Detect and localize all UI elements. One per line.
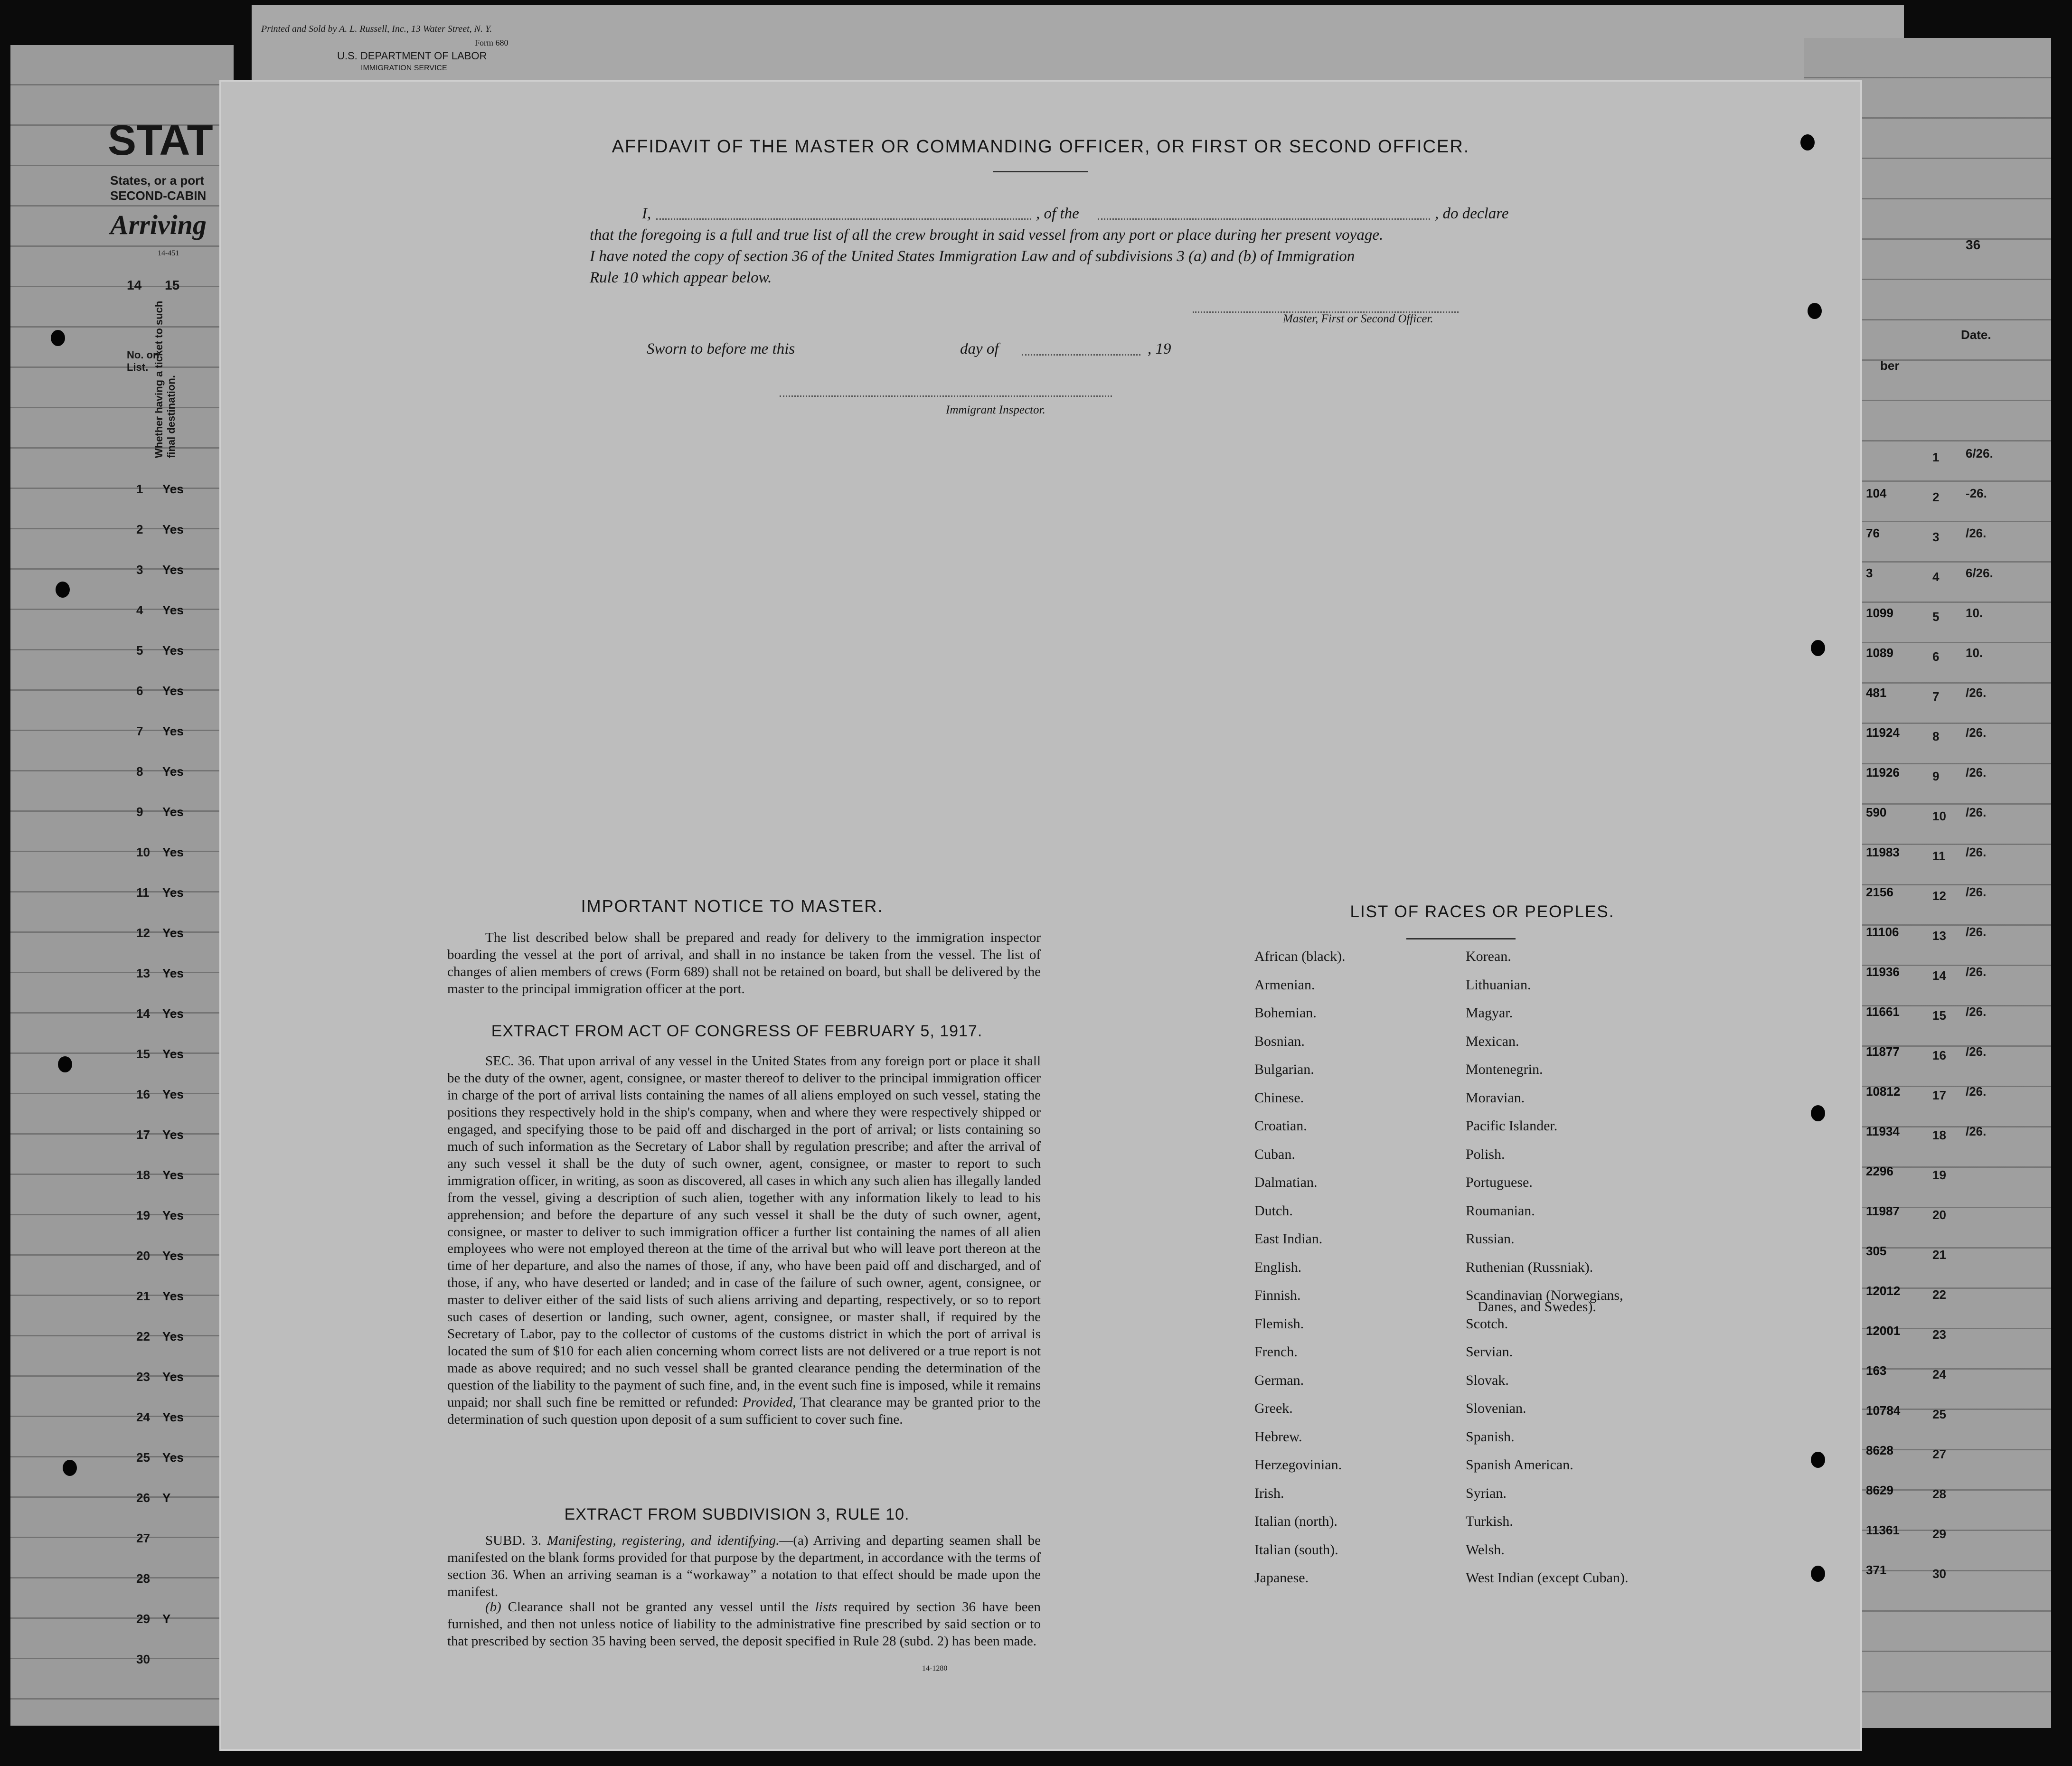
left-row-ticket-value: Yes [162, 1450, 184, 1465]
left-row-number: 12 [136, 926, 150, 940]
left-sheet-sub2: SECOND-CABIN [110, 188, 207, 203]
right-row-index: 12 [1932, 889, 1946, 903]
para-b-lists: lists [815, 1599, 838, 1615]
race-scandinavian-continued: Danes, and Swedes). [1478, 1299, 1596, 1315]
race-left-item: English. [1254, 1259, 1302, 1275]
right-row-date: 10. [1966, 606, 1983, 620]
right-row-number-value: 11936 [1866, 965, 1900, 979]
affidavit-title: AFFIDAVIT OF THE MASTER OR COMMANDING OFFICER, OR FIRST OR SECOND OFFICER. [612, 137, 1470, 157]
right-row-number-value: 3 [1866, 566, 1873, 580]
race-right-item: Syrian. [1466, 1485, 1507, 1501]
left-row-number: 26 [136, 1491, 150, 1505]
race-left-item: French. [1254, 1344, 1298, 1360]
right-row-index: 6 [1932, 649, 1940, 664]
sec-label: SEC. 36. [485, 1053, 536, 1069]
left-row-ticket-value: Yes [162, 1127, 184, 1142]
day-blank[interactable] [1022, 354, 1140, 356]
right-row-number-value: 11926 [1866, 765, 1900, 780]
right-row-number-value: 11934 [1866, 1124, 1900, 1138]
race-right-item: Scandinavian (Norwegians, [1466, 1287, 1623, 1303]
left-row-number: 2 [136, 522, 143, 536]
left-row-number: 13 [136, 966, 150, 980]
race-right-item: Pacific Islander. [1466, 1118, 1558, 1134]
inspector-label: Immigrant Inspector. [946, 404, 1045, 416]
left-row-number: 25 [136, 1450, 150, 1465]
date-header: Date. [1961, 328, 1991, 342]
left-row-number: 3 [136, 563, 143, 577]
race-left-item: Chinese. [1254, 1090, 1304, 1106]
affidavit-line4: Rule 10 which appear below. [590, 269, 772, 286]
right-row-number-value: 11987 [1866, 1204, 1900, 1218]
underlying-manifest-left [10, 45, 234, 1726]
right-row-date: /26. [1966, 885, 1987, 899]
race-left-item: Italian (south). [1254, 1541, 1338, 1558]
printer-line: Printed and Sold by A. L. Russell, Inc., 13 Water Street, N. Y. [261, 24, 492, 34]
race-right-item: Mexican. [1466, 1033, 1519, 1049]
year-label: , 19 [1148, 340, 1171, 357]
left-row-number: 16 [136, 1087, 150, 1101]
right-row-index: 19 [1932, 1168, 1946, 1182]
race-right-item: Roumanian. [1466, 1202, 1535, 1219]
left-row-ticket-value: Yes [162, 1289, 184, 1303]
right-row-index: 10 [1932, 809, 1946, 823]
subd-para-b [447, 1599, 1041, 1650]
right-row-date: /26. [1966, 925, 1987, 939]
sworn-label: Sworn to before me this [647, 340, 795, 357]
race-right-item: Ruthenian (Russniak). [1466, 1259, 1593, 1275]
left-sheet-sub1: States, or a port [110, 173, 204, 188]
race-right-item: Portuguese. [1466, 1174, 1533, 1190]
left-sheet-title: STAT [108, 117, 213, 164]
left-row-number: 15 [136, 1047, 150, 1061]
left-row-ticket-value: Yes [162, 845, 184, 859]
right-row-date: /26. [1966, 526, 1987, 540]
right-row-index: 15 [1932, 1008, 1946, 1023]
right-row-number-value: 2156 [1866, 885, 1893, 899]
race-right-item: Magyar. [1466, 1005, 1513, 1021]
right-row-number-value: 11877 [1866, 1044, 1900, 1059]
extract-rule-title: EXTRACT FROM SUBDIVISION 3, RULE 10. [564, 1505, 910, 1523]
right-row-number-value: 1099 [1866, 606, 1893, 620]
right-row-index: 24 [1932, 1367, 1946, 1381]
vessel-blank[interactable] [1098, 218, 1430, 220]
race-left-item: Herzegovinian. [1254, 1457, 1342, 1473]
left-row-number: 6 [136, 684, 143, 698]
left-row-ticket-value: Yes [162, 1249, 184, 1263]
left-row-ticket-value: Yes [162, 1006, 184, 1021]
right-row-index: 20 [1932, 1208, 1946, 1222]
affidavit-i: I, [642, 205, 651, 222]
affidavit-do-declare: , do declare [1435, 205, 1509, 222]
left-row-number: 23 [136, 1370, 150, 1384]
left-row-number: 11 [136, 885, 150, 900]
right-row-date: 6/26. [1966, 566, 1993, 580]
right-row-number-value: 481 [1866, 686, 1887, 700]
left-row-ticket-value: Yes [162, 522, 184, 536]
right-row-index: 27 [1932, 1447, 1946, 1461]
sec-text: That upon arrival of any vessel in the United States from any foreign port or place it shall be the duty of the owner, agent, consignee, or master thereof to deliver to the principal immigration officer in charge of the port of arrival lists containing the names of all aliens employed on such vessel, stating the positions they respectively hold in the ship's company, when and where they were respectively shipped or engaged, and specifying those to be paid off and discharged in the port of arrival; or lists containing so much of such information as the Secretary of Labor shall by regulation prescribe; and after the arrival of any such vessel it shall be the duty of such owner, agent, consignee, or master to report to such immigration officer, in writing, as soon as discovered, all cases in which any such alien has illegally landed from the vessel, giving a description of such alien, together with any information likely to lead to his apprehension; and before the departure of any such vessel it shall be the duty of such owner, agent, consignee, or master to deliver to such immigration officer a further list containing the names of all alien employees who were not employed thereon at the time of the arrival but who will leave port thereon at the time of her departure, and also the names of those, if any, who have been paid off and discharged, and of those, if any, who have deserted or landed; and in case of the failure of such owner, agent, consignee, or master to deliver either of the said lists of such aliens arriving and departing, respectively, or so to report such cases of desertion or landing, such owner, agent, consignee, or master shall, if required by the Secretary of Labor, pay to the collector of customs of the customs district in which the port of arrival is located the sum of $10 for each alien concerning whom correct lists are not delivered or a true report is not made as above required; and no such vessel shall be granted clearance pending the determination of the question of the liability to the payment of such fine, and, in the event such fine is imposed, while it remains unpaid; nor shall such fine be remitted or refunded: [447, 1053, 1041, 1410]
race-right-item: Polish. [1466, 1146, 1505, 1162]
race-left-item: Irish. [1254, 1485, 1284, 1501]
right-row-number-value: 305 [1866, 1244, 1887, 1258]
left-row-ticket-value: Yes [162, 563, 184, 577]
race-left-item: Italian (north). [1254, 1513, 1337, 1529]
right-row-index: 9 [1932, 769, 1940, 783]
left-row-number: 18 [136, 1168, 150, 1182]
left-row-number: 5 [136, 643, 143, 658]
left-row-ticket-value: Yes [162, 764, 184, 779]
col-14-header: 14 [127, 278, 142, 292]
race-left-item: African (black). [1254, 949, 1346, 964]
right-row-index: 7 [1932, 689, 1940, 704]
col-15-header: 15 [165, 278, 180, 292]
right-row-index: 16 [1932, 1048, 1946, 1062]
right-row-index: 22 [1932, 1287, 1946, 1302]
notice-title: IMPORTANT NOTICE TO MASTER. [581, 896, 884, 916]
right-row-index: 4 [1932, 570, 1940, 584]
right-row-index: 28 [1932, 1487, 1946, 1501]
race-left-item: German. [1254, 1372, 1304, 1388]
right-row-number-value: 8629 [1866, 1483, 1893, 1497]
extract-act-title: EXTRACT FROM ACT OF CONGRESS OF FEBRUARY 5, 1917. [491, 1022, 983, 1040]
left-row-number: 1 [136, 482, 143, 496]
extract-act-body [447, 1053, 1041, 1428]
ber-header: ber [1880, 358, 1900, 373]
right-row-number-value: 11924 [1866, 725, 1900, 740]
left-sheet-form-no: 14-451 [158, 249, 179, 257]
race-left-item: Bohemian. [1254, 1005, 1317, 1021]
right-row-index: 2 [1932, 490, 1940, 504]
right-row-index: 8 [1932, 729, 1940, 743]
right-row-number-value: 163 [1866, 1363, 1887, 1378]
col-36-header: 36 [1966, 237, 1981, 252]
right-row-number-value: 11106 [1866, 925, 1899, 939]
right-row-date: 10. [1966, 646, 1983, 660]
sheet-form-no: 14-1280 [922, 1664, 948, 1672]
right-row-date: /26. [1966, 965, 1987, 979]
race-right-item: Welsh. [1466, 1541, 1505, 1558]
right-row-number-value: 11661 [1866, 1005, 1900, 1019]
notice-body: The list described below shall be prepared and ready for delivery to the immigration inspector boarding the vessel at the port of arrival, and shall in no instance be taken from the vessel. The list of changes of alien members of crews (Form 689) shall not be retained on board, but shall be delivered by the master to the principal immigration officer at the port. [447, 930, 1041, 996]
right-row-date: /26. [1966, 845, 1987, 859]
right-row-number-value: 11983 [1866, 845, 1900, 859]
subd-label: SUBD. 3. [485, 1533, 542, 1548]
race-right-item: Moravian. [1466, 1090, 1525, 1106]
left-row-ticket-value: Yes [162, 603, 184, 617]
left-row-number: 21 [136, 1289, 150, 1303]
left-row-number: 9 [136, 805, 143, 819]
title-underline [993, 171, 1088, 172]
race-right-item: Lithuanian. [1466, 977, 1531, 993]
race-right-item: Russian. [1466, 1231, 1515, 1247]
left-row-ticket-value: Yes [162, 1329, 184, 1343]
races-underline [1406, 938, 1516, 939]
right-row-index: 14 [1932, 968, 1946, 983]
left-row-number: 19 [136, 1208, 150, 1222]
left-row-ticket-value: Yes [162, 926, 184, 940]
day-of-label: day of [960, 340, 999, 357]
right-row-index: 18 [1932, 1128, 1946, 1142]
left-row-number: 10 [136, 845, 150, 859]
race-left-item: Bosnian. [1254, 1033, 1305, 1049]
left-row-ticket-value: Yes [162, 1087, 184, 1101]
left-row-number: 27 [136, 1531, 150, 1545]
right-row-date: /26. [1966, 805, 1987, 819]
department-label: U.S. DEPARTMENT OF LABOR [337, 50, 487, 62]
race-right-item: Scotch. [1466, 1315, 1508, 1332]
races-title: LIST OF RACES OR PEOPLES. [1350, 902, 1615, 921]
right-row-number-value: 12001 [1866, 1324, 1901, 1338]
right-row-date: /26. [1966, 765, 1987, 780]
race-right-item: Korean. [1466, 949, 1511, 964]
race-left-item: Flemish. [1254, 1315, 1304, 1332]
right-row-number-value: 1089 [1866, 646, 1893, 660]
right-row-index: 3 [1932, 530, 1940, 544]
left-row-number: 20 [136, 1249, 150, 1263]
left-row-number: 30 [136, 1652, 150, 1666]
service-label: IMMIGRATION SERVICE [361, 64, 447, 72]
left-row-number: 8 [136, 764, 143, 779]
race-right-item: Spanish. [1466, 1428, 1515, 1445]
race-left-item: Cuban. [1254, 1146, 1295, 1162]
race-right-item: Montenegrin. [1466, 1061, 1543, 1077]
right-row-number-value: 371 [1866, 1563, 1887, 1577]
right-row-date: /26. [1966, 1084, 1987, 1099]
left-row-ticket-value: Y [162, 1612, 171, 1626]
race-left-item: Armenian. [1254, 977, 1315, 993]
left-sheet-arriving: Arriving [110, 209, 207, 240]
right-row-index: 17 [1932, 1088, 1946, 1102]
right-row-number-value: 11361 [1866, 1523, 1900, 1537]
right-row-number-value: 10784 [1866, 1403, 1901, 1418]
race-left-item: Finnish. [1254, 1287, 1301, 1303]
inspector-signature-blank[interactable] [780, 395, 1112, 397]
left-row-ticket-value: Yes [162, 724, 184, 738]
left-row-ticket-value: Y [162, 1491, 171, 1505]
form-number: Form 680 [475, 38, 509, 47]
left-row-number: 14 [136, 1006, 150, 1021]
right-row-number-value: 2296 [1866, 1164, 1893, 1178]
race-left-item: Dalmatian. [1254, 1174, 1318, 1190]
left-row-ticket-value: Yes [162, 1370, 184, 1384]
left-row-number: 24 [136, 1410, 150, 1424]
right-row-number-value: 8628 [1866, 1443, 1893, 1457]
left-row-number: 22 [136, 1329, 150, 1343]
race-right-item: Servian. [1466, 1344, 1513, 1360]
master-signature-label: Master, First or Second Officer. [1283, 312, 1433, 325]
right-row-index: 13 [1932, 929, 1946, 943]
affidavit-line2: that the foregoing is a full and true list of all the crew brought in said vessel from any port or place during her present voyage. [590, 226, 1384, 244]
left-row-ticket-value: Yes [162, 482, 184, 496]
left-row-ticket-value: Yes [162, 643, 184, 658]
right-row-date: /26. [1966, 1044, 1987, 1059]
left-row-number: 28 [136, 1571, 150, 1586]
race-right-item: Turkish. [1466, 1513, 1513, 1529]
subd-heading: Manifesting, registering, and identifying. [546, 1533, 780, 1548]
affidavit-line3: I have noted the copy of section 36 of the United States Immigration Law and of subdivisions 3 (a) and (b) of Immigration [590, 248, 1355, 265]
para-b-label: (b) [485, 1599, 501, 1615]
left-row-number: 17 [136, 1127, 150, 1142]
left-row-number: 29 [136, 1612, 150, 1626]
race-right-item: Slovak. [1466, 1372, 1509, 1388]
right-row-date: /26. [1966, 686, 1987, 700]
right-row-number-value: 590 [1866, 805, 1887, 819]
left-row-number: 4 [136, 603, 143, 617]
race-left-item: Croatian. [1254, 1118, 1307, 1134]
right-row-index: 30 [1932, 1567, 1946, 1581]
provided-label: Provided, [743, 1395, 796, 1410]
left-row-number: 7 [136, 724, 143, 738]
affidavit-sheet [219, 80, 1862, 1751]
right-row-number-value: 104 [1866, 486, 1887, 500]
left-row-ticket-value: Yes [162, 805, 184, 819]
race-right-item: West Indian (except Cuban). [1466, 1570, 1629, 1586]
para-b-start: Clearance shall not be granted any vessel until the [508, 1599, 809, 1615]
race-left-item: Bulgarian. [1254, 1061, 1314, 1077]
right-row-number-value: 10812 [1866, 1084, 1901, 1099]
right-row-index: 5 [1932, 610, 1940, 624]
sec-text-end: That clearance may be granted prior to the determination of such question upon deposit of a sum sufficient to cover such fine. [447, 1395, 1041, 1428]
left-row-ticket-value: Yes [162, 1047, 184, 1061]
race-left-item: East Indian. [1254, 1231, 1323, 1247]
left-row-ticket-value: Yes [162, 684, 184, 698]
left-row-ticket-value: Yes [162, 966, 184, 980]
right-row-index: 1 [1932, 450, 1940, 464]
right-row-index: 29 [1932, 1527, 1946, 1541]
subd-para-a-text: —(a) Arriving and departing seamen shall be manifested on the blank forms provided for that purpose by the department, in accordance with the terms of section 36. When an arriving seaman is a “workaway” a notation to that effect should be made upon the manifest. [447, 1533, 1041, 1599]
right-row-number-value: 12012 [1866, 1284, 1901, 1298]
right-row-index: 21 [1932, 1248, 1946, 1262]
left-row-ticket-value: Yes [162, 1410, 184, 1424]
race-left-item: Hebrew. [1254, 1428, 1302, 1445]
left-row-ticket-value: Yes [162, 1208, 184, 1222]
right-row-number-value: 76 [1866, 526, 1880, 540]
right-row-index: 11 [1932, 849, 1946, 863]
race-right-item: Spanish American. [1466, 1457, 1573, 1473]
race-left-item: Japanese. [1254, 1570, 1309, 1586]
right-row-index: 25 [1932, 1407, 1946, 1421]
col-15-label: Whether having a ticket to such final destination. [153, 301, 177, 458]
right-row-date: 6/26. [1966, 446, 1993, 460]
left-row-ticket-value: Yes [162, 885, 184, 900]
right-row-date: /26. [1966, 1005, 1987, 1019]
race-left-item: Greek. [1254, 1400, 1293, 1416]
name-blank[interactable] [656, 218, 1031, 220]
right-row-date: /26. [1966, 1124, 1987, 1138]
left-row-ticket-value: Yes [162, 1168, 184, 1182]
right-row-date: /26. [1966, 725, 1987, 740]
para-b-rest: required by section 36 have been furnished, and then not unless notice of liability to the administrative fine prescribed by said section or to that prescribed by section 35 having been served, the deposit specified in Rule 28 (subd. 2) has been made. [447, 1599, 1041, 1649]
right-row-date: -26. [1966, 486, 1987, 500]
affidavit-of-the: , of the [1036, 205, 1079, 222]
race-right-item: Slovenian. [1466, 1400, 1526, 1416]
race-left-item: Dutch. [1254, 1202, 1293, 1219]
subd-para-a [447, 1532, 1041, 1601]
right-row-index: 23 [1932, 1327, 1946, 1342]
no-on-list-header: No. on List. [127, 349, 160, 374]
